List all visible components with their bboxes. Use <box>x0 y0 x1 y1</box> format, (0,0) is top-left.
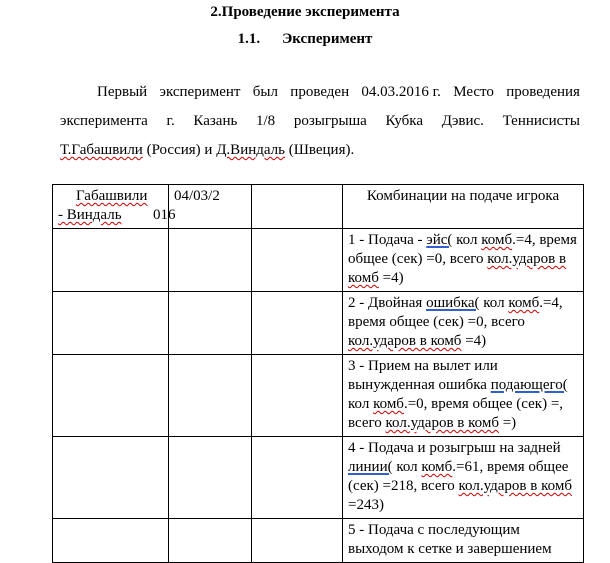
table-cell <box>169 437 252 519</box>
cell-text: =4) <box>461 333 487 349</box>
word: проведен <box>290 84 350 100</box>
header-players-line2: - Виндаль <box>58 207 122 223</box>
table-cell <box>53 292 169 355</box>
cell-text-marked: комб <box>508 295 540 311</box>
table-cell <box>252 355 343 437</box>
word: г. <box>166 113 175 129</box>
combination-cell <box>343 292 584 355</box>
cell-text: кол <box>452 232 482 248</box>
table-cell <box>252 519 343 563</box>
header-empty <box>252 185 343 229</box>
table-cell <box>53 437 169 519</box>
table-cell <box>53 229 169 292</box>
player-name-2: Д.Виндаль <box>216 142 285 158</box>
cell-text: кол <box>348 396 374 412</box>
table-row <box>53 292 584 355</box>
header-date-line2: 016 <box>153 207 176 223</box>
subsection-title: Эксперимент <box>282 31 373 47</box>
cell-text: 3 - Прием на вылет или вынужденная ошибка <box>348 358 498 393</box>
subsection-heading <box>0 30 610 48</box>
cell-text-marked: комб <box>421 459 453 475</box>
cell-text: 4 - Подача и розыгрыш на задней <box>348 440 561 456</box>
line3-wrap <box>60 136 354 165</box>
table-cell <box>53 355 169 437</box>
word: 1/8 <box>256 113 276 129</box>
cell-text: =4) <box>378 270 404 286</box>
experiment-table <box>52 184 584 563</box>
cell-text-marked: комб <box>481 232 513 248</box>
country-text: (Россия) и <box>142 142 217 158</box>
word: Теннисисты <box>502 113 580 129</box>
table-cell <box>53 519 169 563</box>
cell-text-marked: кол.ударов в комб <box>385 415 499 431</box>
cell-text: кол <box>392 459 422 475</box>
table-row <box>53 229 584 292</box>
table-row <box>53 355 584 437</box>
header-combinations: Комбинации на подаче игрока <box>343 185 584 229</box>
word: эксперимент <box>159 84 241 100</box>
cell-text-marked: ошибка( <box>426 295 480 311</box>
cell-text-marked: кол.ударов в комб <box>348 333 462 349</box>
country-text: (Швеция). <box>285 142 355 158</box>
player-name-1: Т.Габашвили <box>60 142 143 158</box>
table-cell <box>169 292 252 355</box>
header-date <box>153 185 252 229</box>
word: розыгрыша <box>293 113 367 129</box>
combination-cell <box>343 229 584 292</box>
cell-text-marked: кол.ударов в комб <box>458 478 572 494</box>
cell-text-marked: линии( <box>348 459 393 475</box>
table-cell <box>169 355 252 437</box>
word: Кубка <box>385 113 424 129</box>
paragraph-line-2 <box>60 107 580 136</box>
cell-text-marked: эйс( <box>426 232 453 248</box>
table-cell <box>169 229 252 292</box>
table-cell <box>252 229 343 292</box>
word: Дэвис. <box>441 113 484 129</box>
table-cell <box>169 519 252 563</box>
combination-cell <box>343 437 584 519</box>
word: эксперимента <box>60 113 148 129</box>
word: проведения <box>506 84 580 100</box>
combination-cell <box>343 355 584 437</box>
cell-text: кол <box>479 295 509 311</box>
table-row <box>53 519 584 563</box>
cell-text: .=0, время общее (сек) =, всего <box>348 396 564 431</box>
paragraph-line-1 <box>60 78 580 107</box>
date-text: 04.03.2016 г. <box>361 84 441 100</box>
cell-text: .=4, время общее (сек) =0, всего <box>348 295 563 330</box>
cell-text: =243) <box>348 497 384 513</box>
header-players-line1: Габашвили <box>76 188 148 204</box>
table-cell <box>252 437 343 519</box>
cell-text-marked: комб <box>373 396 404 412</box>
section-heading: 2.Проведение эксперимента <box>210 4 400 20</box>
word: был <box>252 84 278 100</box>
header-date-line1: 04/03/2 <box>174 188 220 204</box>
cell-text: .=4, время общее (сек) =0, всего <box>348 232 577 267</box>
cell-text: =) <box>498 415 517 431</box>
table-header-row <box>53 185 584 229</box>
cell-text-marked: подающего( <box>490 377 568 393</box>
word: Первый <box>97 84 148 100</box>
subsection-number: 1.1. <box>237 31 261 47</box>
word: Казань <box>193 113 238 129</box>
combination-cell <box>343 519 584 563</box>
cell-text: .=61, время общее (сек) =218, всего <box>348 459 569 494</box>
cell-text: 5 - Подача с последующим выходом к сетке и завершением <box>348 522 552 557</box>
header-players <box>53 185 169 229</box>
intro-paragraph <box>60 78 580 165</box>
table-cell <box>252 292 343 355</box>
word: Место <box>453 84 494 100</box>
table-row <box>53 437 584 519</box>
paragraph-line-3 <box>60 136 580 165</box>
cell-text: 2 - Двойная <box>348 295 427 311</box>
cell-text-marked: кол.ударов в комб <box>348 251 567 286</box>
cell-text: 1 - Подача - <box>348 232 427 248</box>
